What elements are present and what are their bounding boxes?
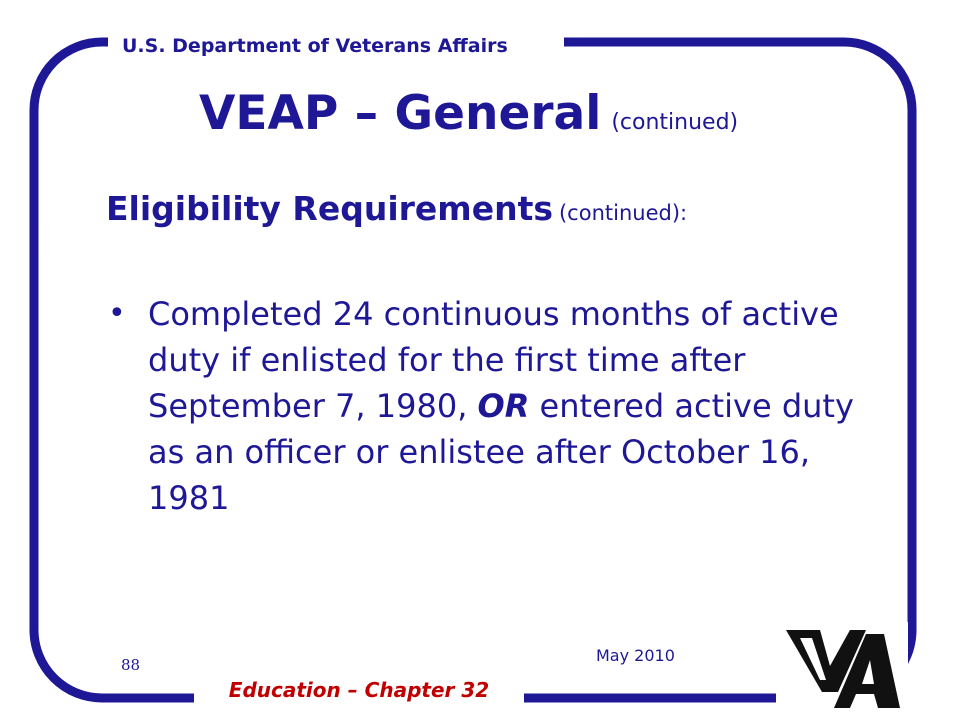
subheading-text: Eligibility Requirements [106, 189, 553, 228]
page-title [199, 86, 739, 141]
bullet-text-before: Completed 24 continuous months of active duty if enlisted for the first time after September 7, 1980, [148, 295, 839, 425]
subheading-suffix: (continued): [558, 201, 688, 225]
bullet-text-after: entered active duty as an officer or enlistee after October 16, 1981 [148, 387, 854, 517]
va-logo-icon [776, 622, 908, 718]
bullet-text [148, 291, 888, 521]
footer-label: Education – Chapter 32 [194, 670, 524, 710]
title-suffix: (continued) [611, 110, 739, 135]
bullet-emphasis: OR [477, 387, 530, 425]
slide-date: May 2010 [596, 646, 675, 665]
section-heading [106, 189, 688, 228]
title-text: VEAP – General [199, 86, 602, 141]
bullet-marker: • [108, 296, 126, 331]
slide-number: 88 [121, 656, 141, 674]
agency-name: U.S. Department of Veterans Affairs [108, 28, 564, 64]
